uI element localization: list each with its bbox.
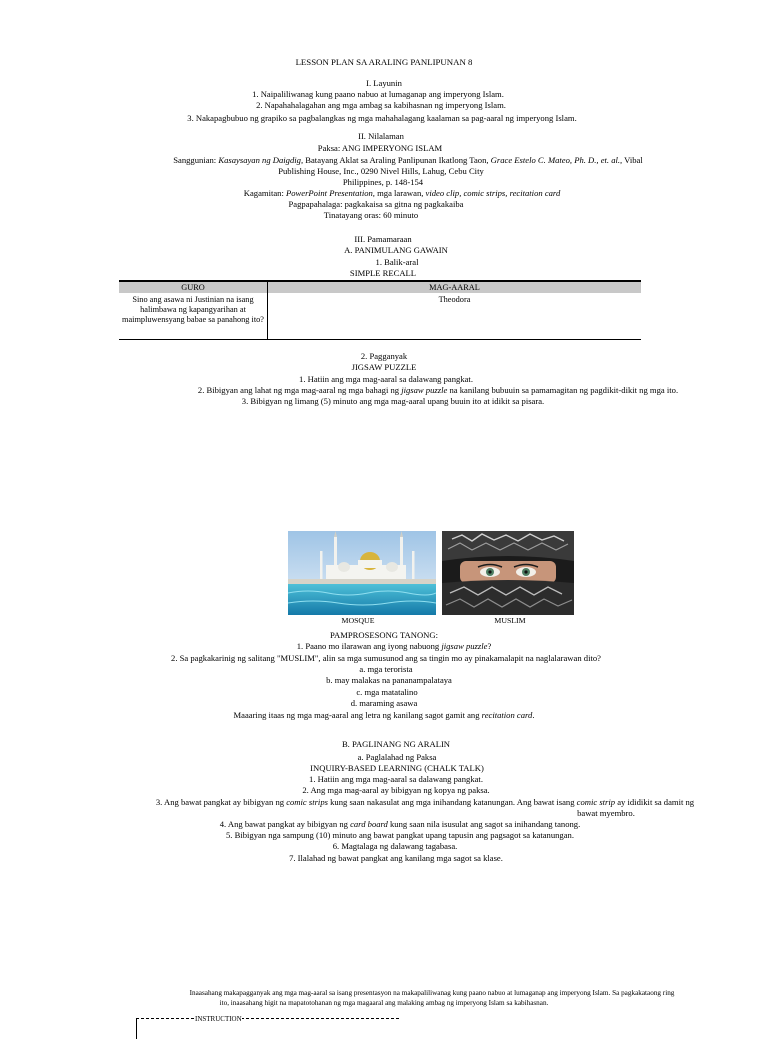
layunin-item-1: 1. Naipaliliwanag kung paano nabuo at lumaganap ang imperyong Islam. bbox=[252, 89, 504, 99]
layunin-heading: I. Layunin bbox=[366, 78, 402, 88]
instruction-box-label: INSTRUCTION bbox=[195, 1015, 242, 1023]
layunin-item-2: 2. Napahahalagahan ang mga ambag sa kabihasnan ng imperyong Islam. bbox=[256, 100, 506, 110]
table-row bbox=[119, 293, 641, 340]
sanggunian-mid: Batayang Aklat sa Araling Panlipunan Ikatlong Taon, bbox=[303, 155, 491, 165]
layunin-item-3: 3. Nakapagbubuo ng grapiko sa pagbalangkas ng mga mahahalagang kaalaman sa pag-aaral ng imperyong Islam. bbox=[187, 113, 577, 123]
simple-recall-table bbox=[119, 280, 641, 340]
kagamitan-recitation: recitation card bbox=[507, 188, 561, 198]
publisher: Publishing House, Inc., 0290 Nivel Hills, Lahug, Cebu City bbox=[278, 166, 484, 176]
inquiry-based-heading: INQUIRY-BASED LEARNING (CHALK TALK) bbox=[310, 763, 484, 773]
pamprosesong-q1-b: jigsaw puzzle bbox=[441, 641, 488, 651]
table-cell-question: Sino ang asawa ni Justinian na isang halimbawa ng kapangyarihan at maimpluwensyang babae sa panahong ito? bbox=[119, 293, 268, 340]
choice-d: d. maraming asawa bbox=[350, 698, 418, 708]
instruction-box bbox=[136, 1015, 399, 1039]
inquiry-item-6: 6. Magtalaga ng dalawang tagabasa. bbox=[332, 841, 458, 851]
jigsaw-item-2-b: jigsaw puzzle bbox=[401, 385, 448, 395]
pamprosesong-q1 bbox=[10, 641, 768, 651]
kagamitan bbox=[18, 188, 768, 198]
pamprosesong-q1-c: ? bbox=[487, 641, 492, 651]
paglalahad-ng-paksa: a. Paglalahad ng Paksa bbox=[357, 752, 437, 762]
muslim-caption: MUSLIM bbox=[494, 616, 526, 625]
paksa: Paksa: ANG IMPERYONG ISLAM bbox=[317, 143, 443, 153]
table-cell-answer: Theodora bbox=[438, 295, 471, 304]
mosque-caption-text: MOSQUE bbox=[341, 616, 375, 625]
inquiry-item-4-b: card board bbox=[350, 819, 388, 829]
inquiry-item-2: 2. Ang mga mag-aaral ay bibigyan ng kopya ng paksa. bbox=[302, 785, 490, 795]
page-title: LESSON PLAN SA ARALING PANLIPUNAN 8 bbox=[295, 57, 473, 67]
muslim-woman-image bbox=[442, 531, 574, 615]
inquiry-item-4-a: 4. Ang bawat pangkat ay bibigyan ng bbox=[219, 819, 351, 829]
jigsaw-puzzle-heading: JIGSAW PUZZLE bbox=[351, 362, 417, 372]
pamamaraan-heading: III. Pamamaraan bbox=[354, 234, 412, 244]
panimulang-gawain-heading: A. PANIMULANG GAWAIN bbox=[344, 245, 448, 255]
inquiry-item-3-a: 3. Ang bawat pangkat ay bibigyan ng bbox=[155, 797, 287, 807]
table-header-row bbox=[119, 281, 641, 293]
inquiry-item-3-b: comic strips bbox=[286, 797, 328, 807]
sanggunian-label: Sanggunian: bbox=[173, 155, 219, 165]
choice-b: b. may malakas na pananampalataya bbox=[326, 675, 452, 685]
choice-c: c. mga matatalino bbox=[356, 687, 418, 697]
pamprosesong-tanong-heading: PAMPROSESONG TANONG: bbox=[330, 630, 438, 640]
inquiry-item-3 bbox=[41, 797, 768, 807]
inquiry-item-5: 5. Bibigyan nga sampung (10) minuto ang bawat pangkat upang tapusin ang pagsagot sa katanungan. bbox=[226, 830, 574, 840]
pagpapahalaga: Pagpapahalaga: pagkakaisa sa gitna ng pagkakaiba bbox=[288, 199, 464, 209]
inquiry-item-3-e: ay ididikit sa damit ng bbox=[615, 797, 695, 807]
recitation-note-b: recitation card bbox=[481, 710, 533, 720]
sanggunian bbox=[24, 155, 768, 165]
inaasahan-line-1: Inaasahang makapagganyak ang mga mag-aaral sa isang presentasyon na makapaliliwanag kung paano nabuo at lumaganap ang imperyong Islam. Sa pagkakataong ring bbox=[189, 989, 675, 997]
pamprosesong-q2: 2. Sa pagkakarinig ng salitang "MUSLIM", alin sa mga sumusunod ang sa tingin mo ay pinakamalapit na naglalarawan dito? bbox=[171, 653, 601, 663]
nilalaman-heading: II. Nilalaman bbox=[358, 131, 404, 141]
jigsaw-item-2-c: na kanilang bubuuin sa pamamagitan ng pagdikit-dikit ng mga ito. bbox=[447, 385, 679, 395]
jigsaw-item-1: 1. Hatiin ang mga mag-aaral sa dalawang pangkat. bbox=[299, 374, 473, 384]
jigsaw-item-2 bbox=[54, 385, 768, 395]
inquiry-item-7: 7. Ilalahad ng bawat pangkat ang kanilang mga sagot sa klase. bbox=[289, 853, 503, 863]
sanggunian-end: Vibal bbox=[622, 155, 643, 165]
mosque-image bbox=[288, 531, 436, 615]
kagamitan-label: Kagamitan: bbox=[243, 188, 286, 198]
inaasahan-line-2: ito, inaasahang higit na mapatotohanan ng mga magaaral ang malaking ambag ng imperyong Islam sa kabihasnan. bbox=[219, 999, 549, 1007]
inquiry-item-3-d: comic strip bbox=[576, 797, 616, 807]
pagganyak: 2. Pagganyak bbox=[360, 351, 408, 361]
jigsaw-item-2-a: 2. Bibigyan ang lahat ng mga mag-aaral ng mga bahagi ng bbox=[197, 385, 402, 395]
table-header-guro: GURO bbox=[119, 281, 268, 293]
kagamitan-larawan: mga larawan, bbox=[374, 188, 426, 198]
table-header-mag-aaral: MAG-AARAL bbox=[268, 281, 642, 293]
simple-recall-heading: SIMPLE RECALL bbox=[349, 268, 417, 278]
kagamitan-video: video clip, comic strips, bbox=[425, 188, 508, 198]
recitation-note-c: . bbox=[532, 710, 535, 720]
sanggunian-authors: Grace Estelo C. Mateo, Ph. D., et. al., bbox=[490, 155, 623, 165]
jigsaw-item-3: 3. Bibigyan ng limang (5) minuto ang mga mag-aaral upang buuin ito at idikit sa pisara. bbox=[241, 396, 545, 406]
balik-aral: 1. Balik-aral bbox=[375, 257, 419, 267]
inquiry-item-4 bbox=[16, 819, 768, 829]
pamprosesong-q1-a: 1. Paano mo ilarawan ang iyong nabuong bbox=[296, 641, 442, 651]
sanggunian-title: Kasaysayan ng Daigdig, bbox=[218, 155, 304, 165]
recitation-note bbox=[0, 710, 768, 720]
kagamitan-powerpoint: PowerPoint Presentation, bbox=[286, 188, 375, 198]
paglinang-heading: B. PAGLINANG NG ARALIN bbox=[341, 739, 451, 749]
inquiry-item-1: 1. Hatiin ang mga mag-aaral sa dalawang pangkat. bbox=[309, 774, 483, 784]
recitation-note-a: Maaaring itaas ng mga mag-aaral ang letra ng kanilang sagot gamit ang bbox=[233, 710, 482, 720]
inquiry-item-3-c: kung saan nakasulat ang mga inihandang katanungan. Ang bawat isang bbox=[327, 797, 577, 807]
pages: Philippines, p. 148-154 bbox=[342, 177, 424, 187]
choice-a: a. mga terorista bbox=[359, 664, 413, 674]
inquiry-item-4-c: kung saan nila isusulat ang sagot sa inihandang tanong. bbox=[387, 819, 581, 829]
tinatayang-oras: Tinatayang oras: 60 minuto bbox=[323, 210, 419, 220]
inquiry-item-3-cont: bawat myembro. bbox=[577, 808, 635, 818]
